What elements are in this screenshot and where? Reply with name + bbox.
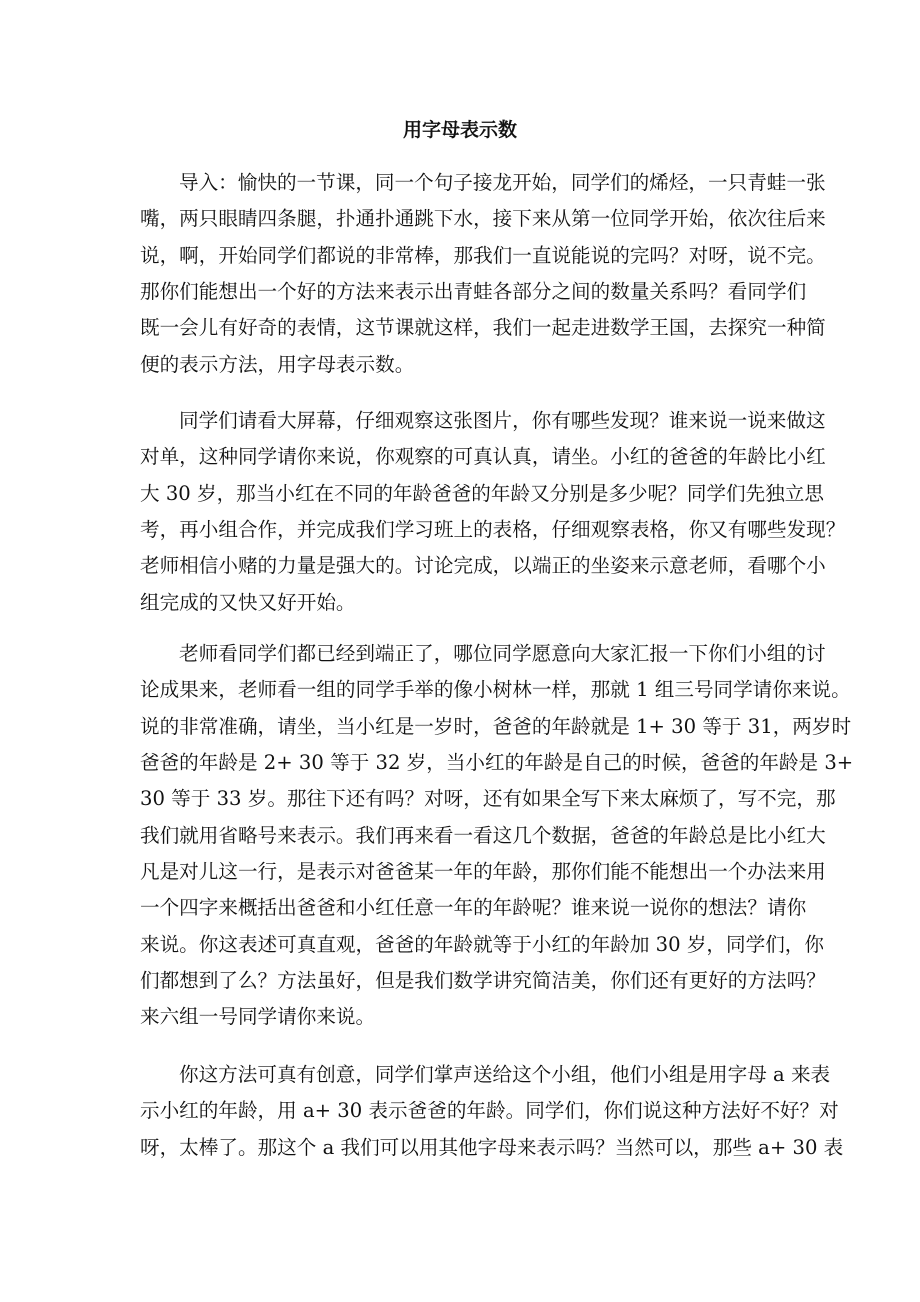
paragraph-line: 你这方法可真有创意，同学们掌声送给这个小组，他们小组是用字母 a 来表	[179, 1063, 831, 1086]
paragraph	[140, 165, 826, 383]
paragraph-line: 老师看同学们都已经到端正了，哪位同学愿意向大家汇报一下你们小组的讨	[179, 642, 826, 665]
paragraph-line: 说，啊，开始同学们都说的非常棒，那我们一直说能说的完吗？对呀，说不完。	[140, 243, 826, 267]
paragraph-line: 呀，太棒了。那这个 a 我们可以用其他字母来表示吗？当然可以，那些 a+ 30 表	[140, 1135, 844, 1159]
paragraph-line: 们都想到了么？方法虽好，但是我们数学讲究简洁美，你们还有更好的方法吗？	[140, 969, 826, 993]
paragraph-line: 30 等于 33 岁。那往下还有吗？对呀，还有如果全写下来太麻烦了，写不完，那	[140, 787, 836, 811]
paragraph-line: 论成果来，老师看一组的同学手举的像小树林一样，那就 1 组三号同学请你来说。	[140, 678, 851, 702]
paragraph-line: 便的表示方法，用字母表示数。	[140, 352, 415, 376]
paragraph-line: 导入：愉快的一节课，同一个句子接龙开始，同学们的烯烃，一只青蛙一张	[179, 171, 826, 194]
paragraph-line: 既一会儿有好奇的表情，这节课就这样，我们一起走进数学王国，去探究一种简	[140, 316, 826, 340]
paragraph-line: 来六组一号同学请你来说。	[140, 1005, 376, 1029]
paragraph	[140, 636, 854, 1036]
paragraph-line: 对单，这种同学请你来说，你观察的可真认真，请坐。小红的爸爸的年龄比小红	[140, 445, 826, 469]
paragraph-line: 来说。你这表述可真直观，爸爸的年龄就等于小红的年龄加 30 岁，同学们，你	[140, 932, 824, 956]
paragraph-line: 嘴，两只眼睛四条腿，扑通扑通跳下水，接下来从第一位同学开始，依次往后来	[140, 207, 826, 231]
paragraph-line: 说的非常准确，请坐，当小红是一岁时，爸爸的年龄就是 1+ 30 等于 31，两岁时	[140, 714, 852, 738]
paragraph-line: 一个四字来概括出爸爸和小红任意一年的年龄呢？谁来说一说你的想法？请你	[140, 896, 807, 920]
paragraph-line: 凡是对儿这一行，是表示对爸爸某一年的年龄，那你们能不能想出一个办法来用	[140, 860, 826, 884]
document-title: 用字母表示数	[402, 119, 517, 141]
paragraph-line: 示小红的年龄，用 a+ 30 表示爸爸的年龄。同学们，你们说这种方法好不好？对	[140, 1099, 839, 1123]
paragraph-line: 我们就用省略号来表示。我们再来看一看这几个数据，爸爸的年龄总是比小红大	[140, 823, 826, 847]
paragraph-line: 考，再小组合作，并完成我们学习班上的表格，仔细观察表格，你又有哪些发现？	[140, 518, 846, 542]
paragraph-line: 爸爸的年龄是 2+ 30 等于 32 岁，当小红的年龄是自己的时候，爸爸的年龄是 3+	[140, 751, 854, 775]
paragraph-line: 那你们能想出一个好的方法来表示出青蛙各部分之间的数量关系吗？看同学们	[140, 280, 807, 304]
paragraph-line: 老师相信小赌的力量是强大的。讨论完成，以端正的坐姿来示意老师，看哪个小	[140, 554, 826, 578]
paragraph-line: 组完成的又快又好开始。	[140, 590, 356, 614]
paragraph-line: 同学们请看大屏幕，仔细观察这张图片，你有哪些发现？谁来说一说来做这	[179, 409, 826, 432]
paragraph	[140, 1057, 844, 1166]
paragraph-line: 大 30 岁，那当小红在不同的年龄爸爸的年龄又分别是多少呢？同学们先独立思	[140, 481, 824, 505]
paragraph	[140, 403, 846, 621]
